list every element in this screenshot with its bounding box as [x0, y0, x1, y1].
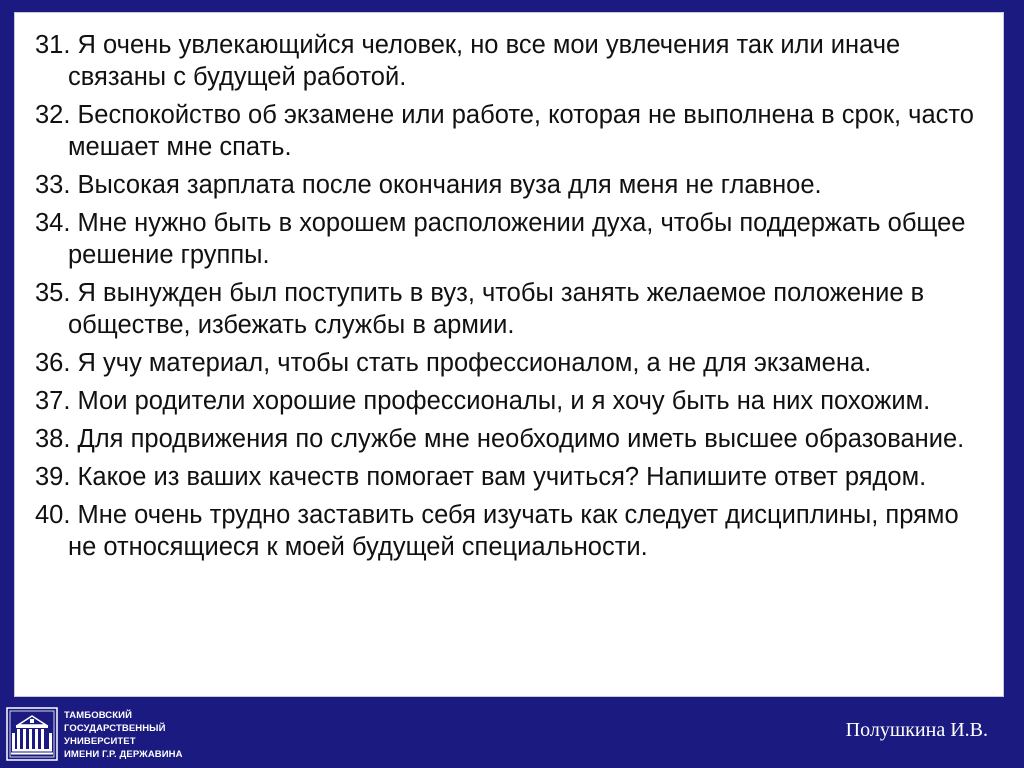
university-name — [64, 709, 189, 761]
logo-line: УНИВЕРСИТЕТ — [64, 736, 136, 747]
list-item: 33. Высокая зарплата после окончания вуза для меня не главное. — [35, 171, 822, 199]
logo-line: ИМЕНИ Г.Р. ДЕРЖАВИНА — [64, 749, 183, 760]
university-logo — [6, 707, 186, 763]
list-item: 38. Для продвижения по службе мне необходимо иметь высшее образование. — [35, 425, 965, 453]
list-item: 37. Мои родители хорошие профессионалы, и я хочу быть на них похожим. — [35, 387, 931, 415]
questionnaire-items — [35, 29, 990, 569]
list-item: 36. Я учу материал, чтобы стать профессионалом, а не для экзамена. — [35, 349, 872, 377]
list-item: 31. Я очень увлекающийся человек, но все мои увлечения так или иначе связаны с будущей работой. — [35, 31, 901, 91]
list-item: 32. Беспокойство об экзамене или работе, которая не выполнена в срок, часто мешает мне спать. — [35, 101, 974, 161]
footer-bar — [0, 697, 1024, 768]
list-item: 40. Мне очень трудно заставить себя изучать как следует дисциплины, прямо не относящиеся к моей будущей специальности. — [35, 501, 959, 561]
list-item: 35. Я вынужден был поступить в вуз, чтобы занять желаемое положение в обществе, избежать службы в армии. — [35, 279, 925, 339]
logo-line: ТАМБОВСКИЙ — [64, 710, 133, 721]
author-name: Полушкина И.В. — [845, 719, 988, 741]
logo-line: ГОСУДАРСТВЕННЫЙ — [64, 723, 166, 734]
university-building-icon — [6, 707, 58, 761]
list-item: 39. Какое из ваших качеств помогает вам учиться? Напишите ответ рядом. — [35, 463, 927, 491]
list-item: 34. Мне нужно быть в хорошем расположении духа, чтобы поддержать общее решение группы. — [35, 209, 966, 269]
content-panel — [14, 12, 1004, 697]
